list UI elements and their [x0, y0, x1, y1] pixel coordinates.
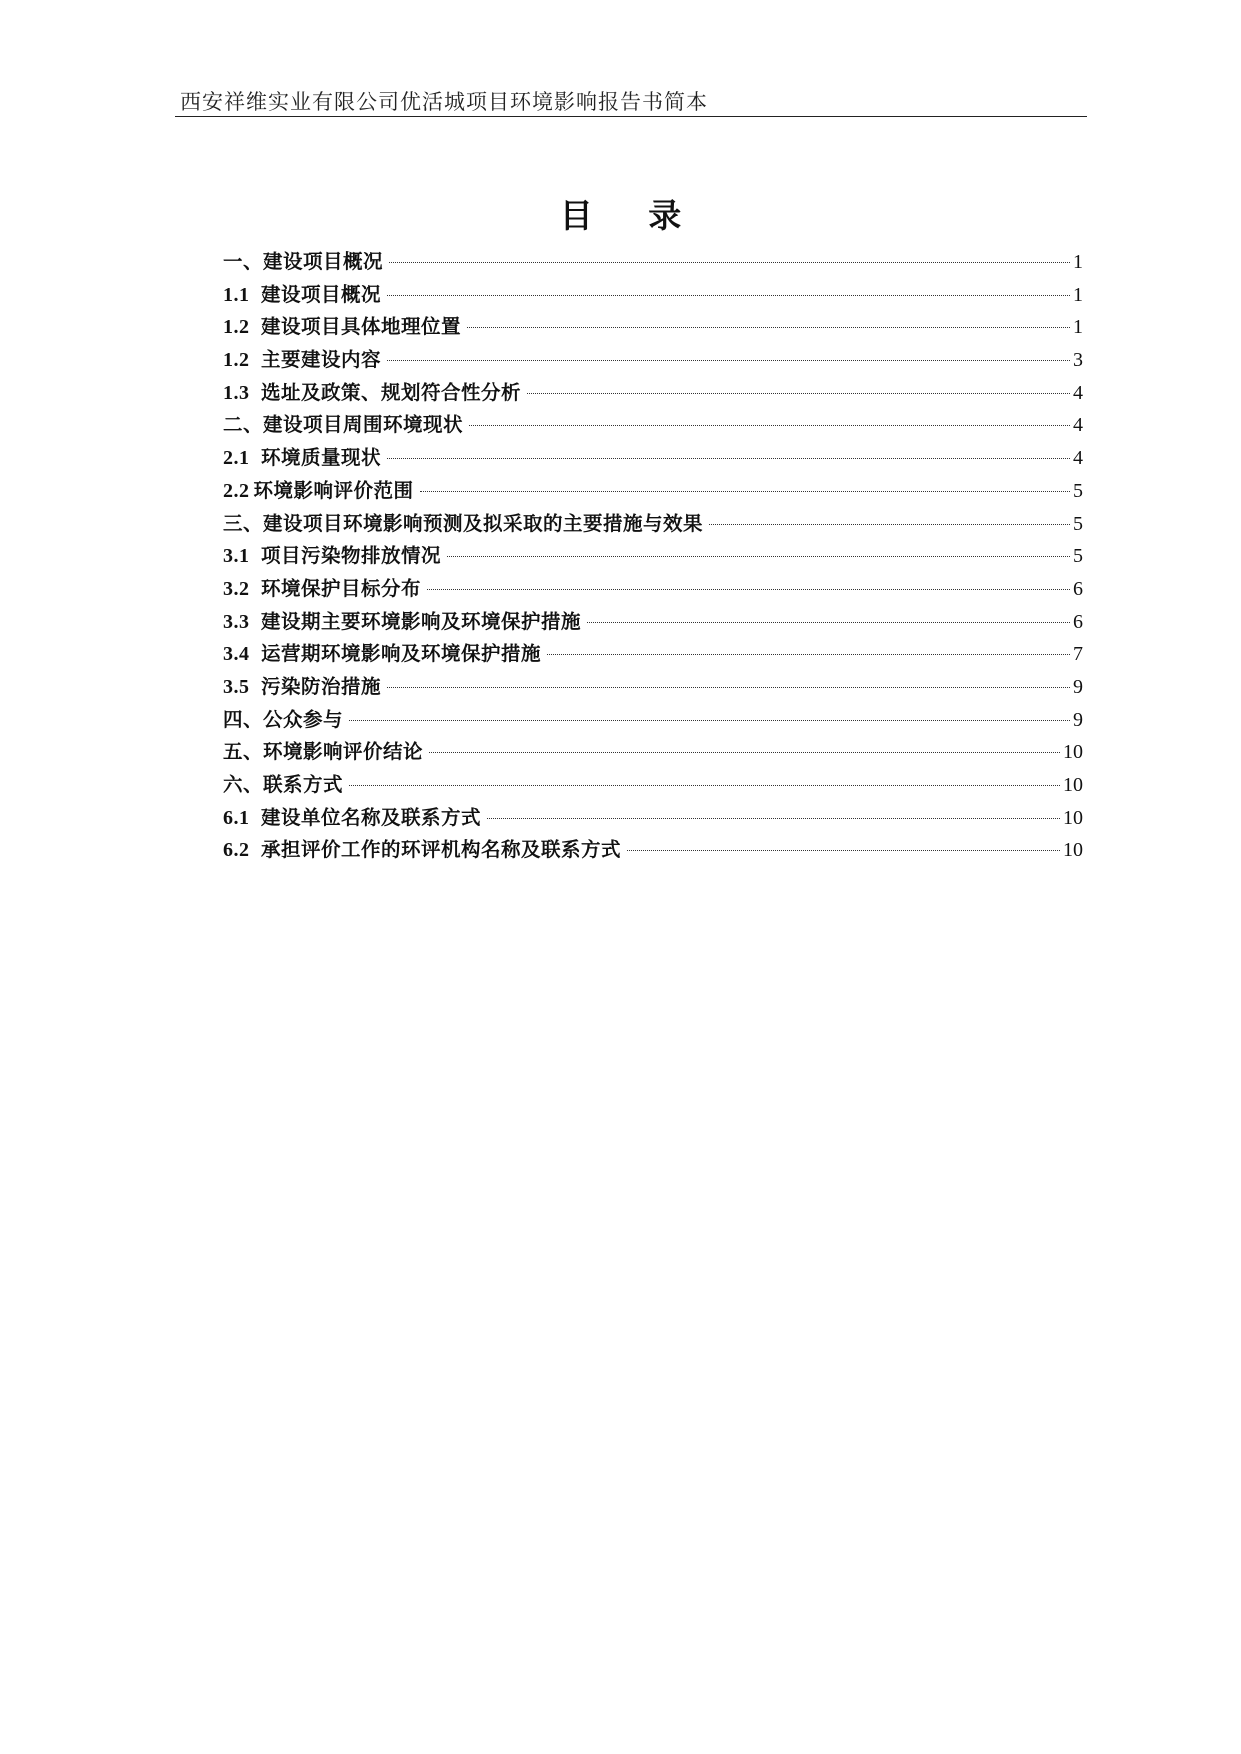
toc-dot-leader [429, 752, 1060, 753]
toc-entry-page-number: 7 [1073, 643, 1083, 666]
toc-entry-number: 1.2 [223, 349, 250, 372]
toc-entry-page-number: 10 [1063, 741, 1083, 764]
toc-entry-text: 承担评价工作的环评机构名称及联系方式 [261, 838, 622, 862]
toc-dot-leader [627, 850, 1060, 851]
toc-entry[interactable] [223, 377, 1083, 410]
toc-entry-page-number: 4 [1073, 414, 1083, 437]
toc-entry[interactable] [223, 344, 1083, 377]
toc-entry[interactable] [223, 246, 1083, 279]
toc-entry[interactable] [223, 409, 1083, 442]
toc-entry-page-number: 6 [1073, 577, 1083, 600]
toc-dot-leader [349, 785, 1060, 786]
toc-dot-leader [469, 425, 1070, 426]
toc-entry-label [223, 638, 541, 666]
toc-entry[interactable] [223, 606, 1083, 639]
toc-entry-text: 运营期环境影响及环境保护措施 [261, 642, 542, 666]
running-header: 西安祥维实业有限公司优活城项目环境影响报告书简本 [180, 90, 708, 114]
toc-entry-page-number: 1 [1073, 251, 1083, 273]
toc-dot-leader [349, 720, 1070, 721]
toc-entry-text: 五、环境影响评价结论 [223, 740, 424, 764]
toc-entry-label [223, 311, 461, 339]
toc-entry-text: 主要建设内容 [261, 348, 382, 372]
header-rule [175, 116, 1087, 117]
toc-entry-page-number: 3 [1073, 349, 1083, 372]
toc-dot-leader [709, 524, 1070, 525]
toc-dot-leader [467, 327, 1070, 328]
toc-entry-label [223, 540, 441, 568]
toc-entry-number: 6.2 [223, 839, 250, 862]
toc-entry-text: 项目污染物排放情况 [261, 544, 442, 568]
toc-entry-text: 一、建设项目概况 [223, 250, 384, 273]
toc-entry-text: 四、公众参与 [223, 707, 344, 731]
toc-entry-label [223, 442, 381, 470]
toc-dot-leader [447, 556, 1070, 557]
toc-entry-text: 建设单位名称及联系方式 [261, 805, 482, 829]
toc-entry-label [223, 377, 521, 405]
toc-dot-leader [587, 622, 1070, 623]
toc-entry[interactable] [223, 834, 1083, 867]
table-of-contents [223, 246, 1083, 867]
toc-entry-page-number: 10 [1063, 806, 1083, 829]
toc-dot-leader [487, 818, 1060, 819]
toc-entry-text: 环境影响评价范围 [253, 478, 414, 502]
toc-entry-label [223, 573, 421, 601]
toc-entry[interactable] [223, 508, 1083, 541]
toc-entry-number: 3.3 [223, 610, 250, 633]
toc-dot-leader [420, 491, 1070, 492]
toc-entry-page-number: 5 [1073, 545, 1083, 568]
toc-entry-text: 选址及政策、规划符合性分析 [261, 380, 522, 404]
toc-entry-label [223, 802, 481, 830]
toc-entry-page-number: 10 [1063, 774, 1083, 796]
toc-entry-page-number: 4 [1073, 447, 1083, 470]
toc-entry-number: 6.1 [223, 806, 250, 829]
toc-entry[interactable] [223, 802, 1083, 835]
toc-entry-page-number: 9 [1073, 675, 1083, 698]
toc-entry-label [223, 606, 581, 634]
toc-entry-label [223, 475, 414, 503]
toc-entry-page-number: 10 [1063, 839, 1083, 862]
toc-entry-page-number: 5 [1073, 479, 1083, 502]
toc-dot-leader [387, 295, 1070, 296]
toc-dot-leader [547, 654, 1070, 655]
toc-entry-number: 1.1 [223, 283, 250, 306]
toc-dot-leader [427, 589, 1070, 590]
toc-entry-text: 污染防治措施 [261, 674, 382, 698]
toc-entry-label [223, 671, 381, 699]
toc-entry-text: 环境质量现状 [261, 446, 382, 470]
toc-entry[interactable] [223, 442, 1083, 475]
toc-entry-label [223, 736, 423, 764]
toc-entry-number: 3.5 [223, 675, 250, 698]
toc-entry-label [223, 246, 383, 274]
toc-dot-leader [527, 393, 1070, 394]
toc-entry-text: 三、建设项目环境影响预测及拟采取的主要措施与效果 [223, 511, 704, 535]
toc-entry[interactable] [223, 573, 1083, 606]
toc-entry-page-number: 6 [1073, 610, 1083, 633]
toc-entry-text: 六、联系方式 [223, 773, 344, 796]
toc-entry-number: 2.1 [223, 447, 250, 470]
toc-entry-label [223, 508, 703, 536]
toc-dot-leader [389, 262, 1070, 263]
toc-entry[interactable] [223, 311, 1083, 344]
toc-entry[interactable] [223, 769, 1083, 802]
toc-dot-leader [387, 458, 1070, 459]
toc-entry-number: 3.4 [223, 643, 250, 666]
toc-entry[interactable] [223, 704, 1083, 737]
toc-entry-number: 3.2 [223, 577, 250, 600]
toc-heading: 目 录 [559, 196, 704, 235]
toc-entry-text: 二、建设项目周围环境现状 [223, 413, 464, 437]
toc-entry-number: 1.3 [223, 381, 250, 404]
toc-entry-number: 2.2 [223, 479, 250, 502]
toc-dot-leader [387, 687, 1070, 688]
toc-entry-page-number: 5 [1073, 512, 1083, 535]
toc-entry-page-number: 4 [1073, 381, 1083, 404]
toc-entry-label [223, 409, 463, 437]
toc-entry[interactable] [223, 638, 1083, 671]
toc-entry-number: 3.1 [223, 545, 250, 568]
toc-entry[interactable] [223, 736, 1083, 769]
toc-entry-text: 建设项目概况 [261, 282, 382, 306]
toc-entry[interactable] [223, 475, 1083, 508]
toc-entry-text: 建设期主要环境影响及环境保护措施 [261, 609, 582, 633]
toc-entry-page-number: 1 [1073, 316, 1083, 339]
toc-entry[interactable] [223, 671, 1083, 704]
toc-entry-number: 1.2 [223, 316, 250, 339]
toc-entry-text: 建设项目具体地理位置 [261, 315, 462, 339]
toc-entry-label [223, 704, 343, 732]
toc-entry-page-number: 1 [1073, 283, 1083, 306]
toc-entry-label [223, 344, 381, 372]
toc-entry[interactable] [223, 279, 1083, 312]
toc-entry-text: 环境保护目标分布 [261, 576, 422, 600]
toc-entry-label [223, 769, 343, 797]
toc-entry-page-number: 9 [1073, 708, 1083, 731]
toc-dot-leader [387, 360, 1070, 361]
toc-entry-label [223, 834, 621, 862]
toc-entry-label [223, 279, 381, 307]
toc-entry[interactable] [223, 540, 1083, 573]
